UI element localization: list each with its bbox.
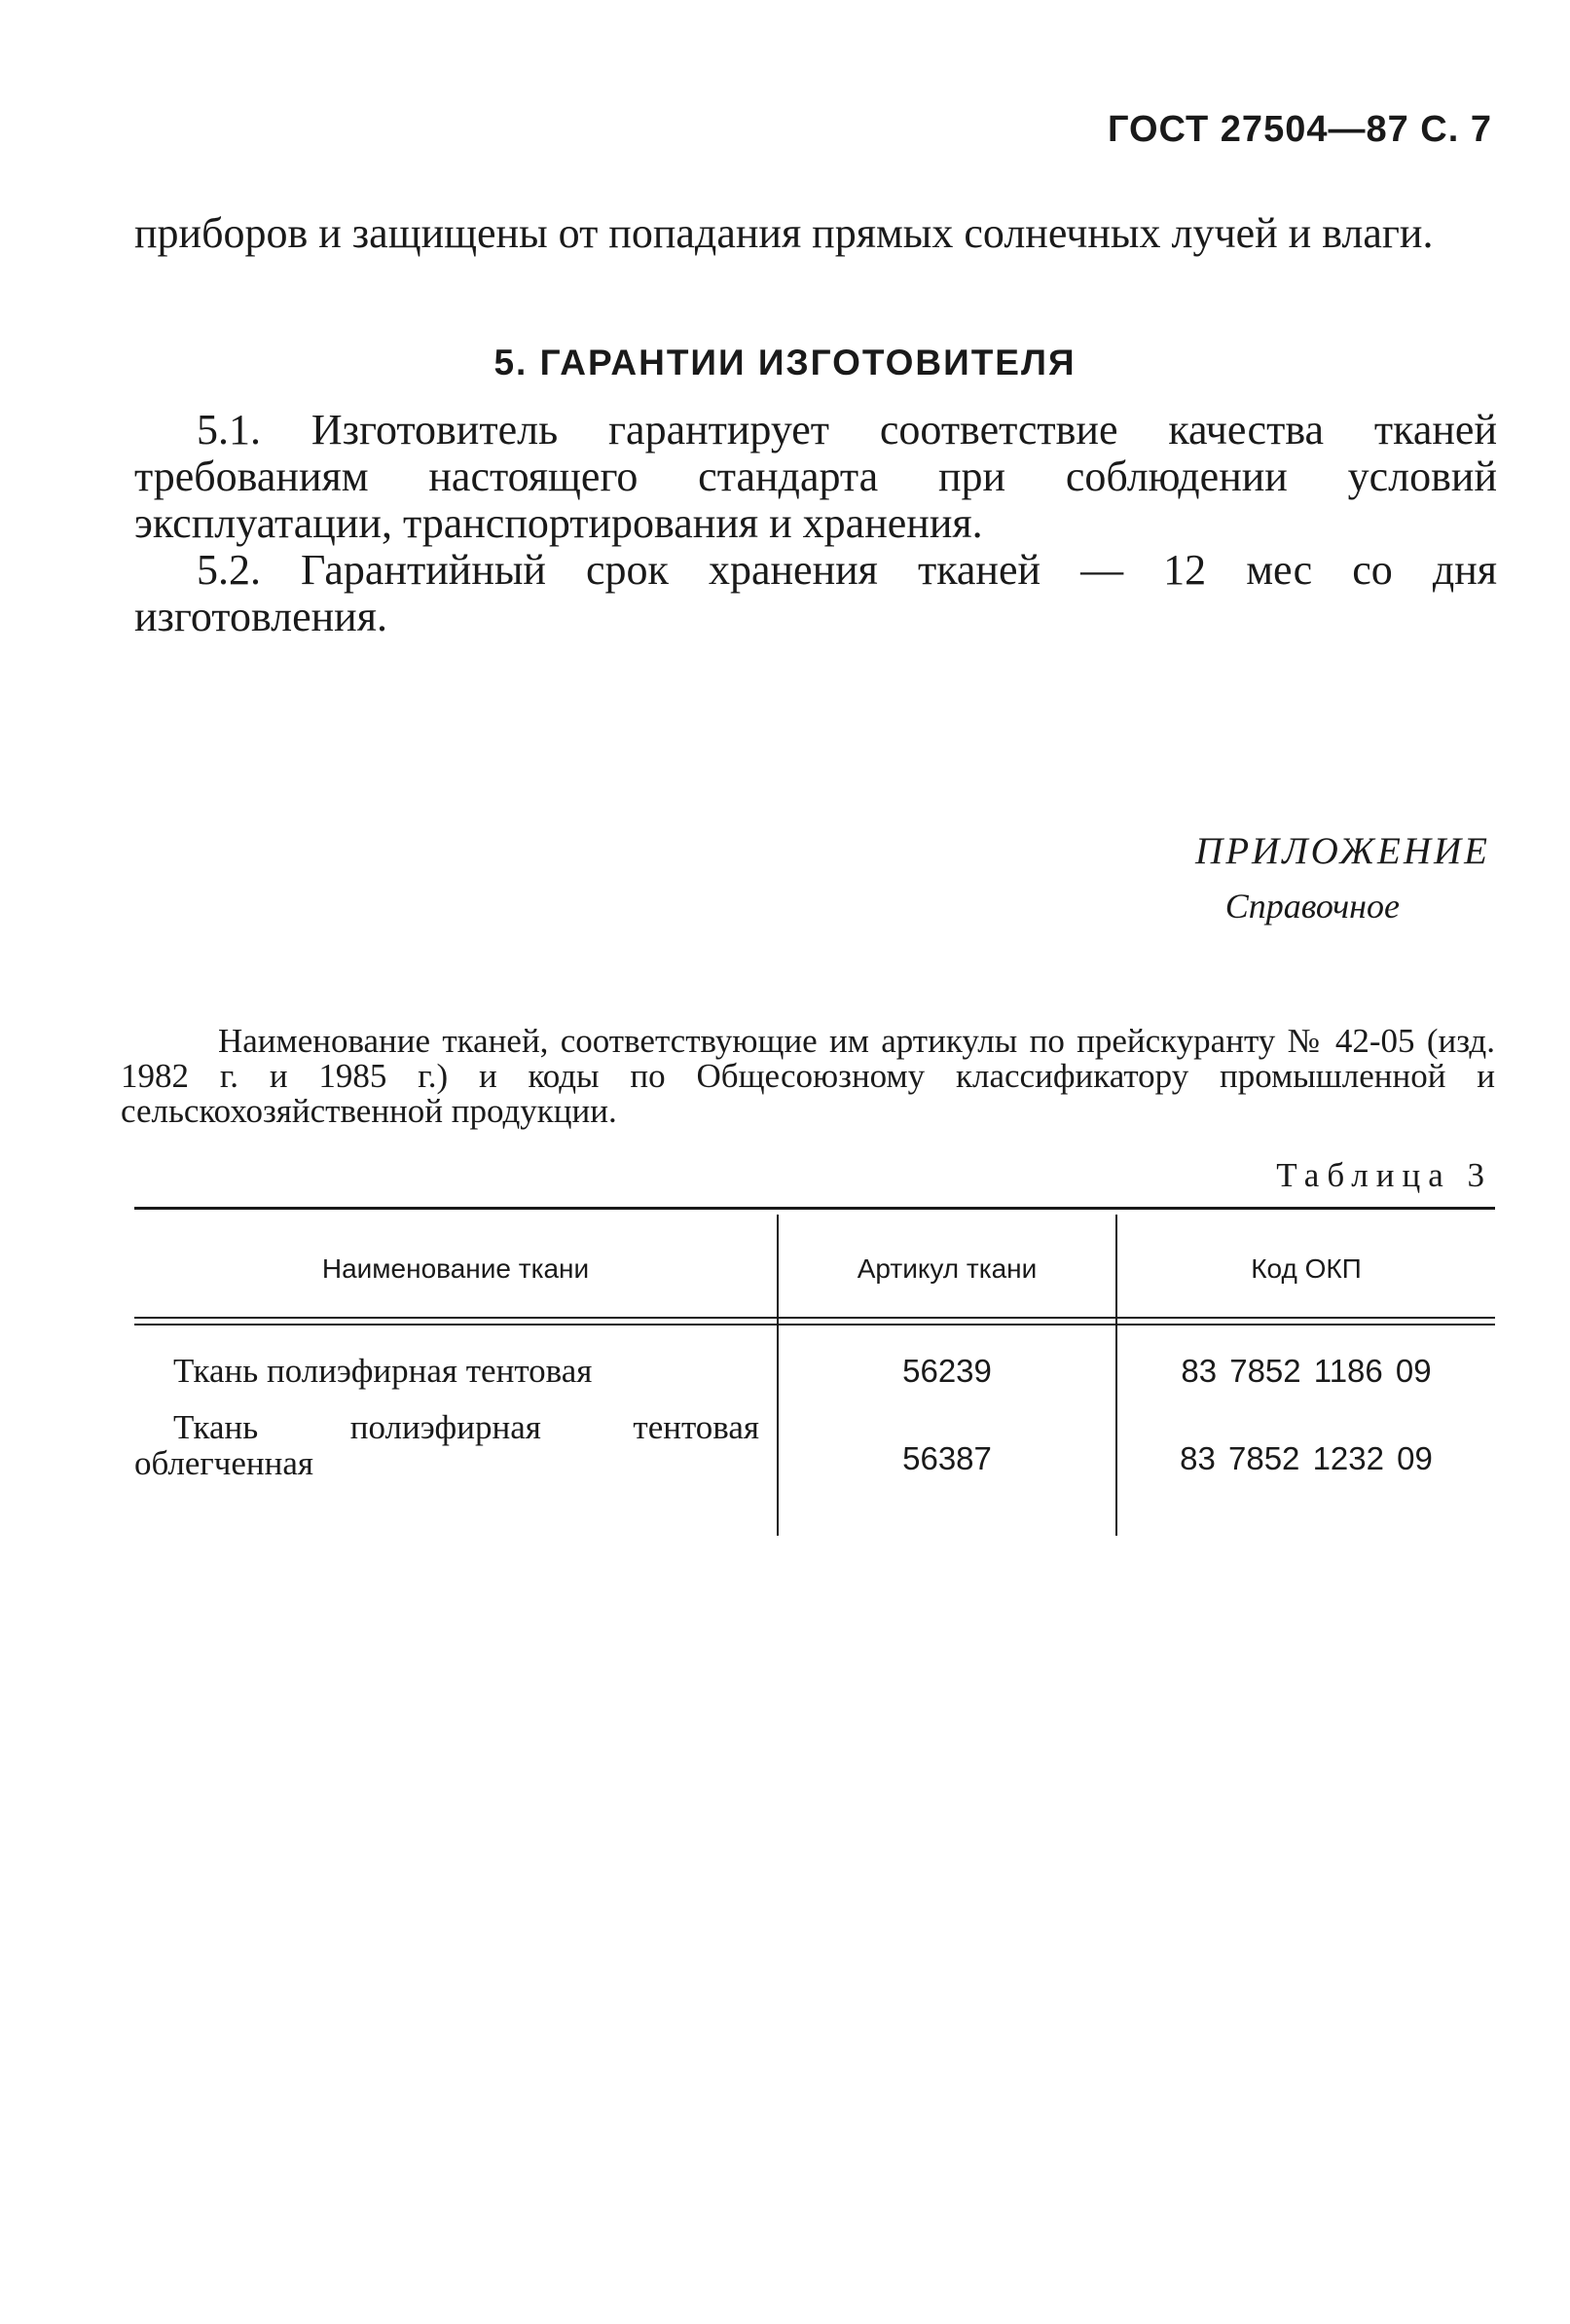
section-clauses: [134, 407, 1497, 640]
row-1-article: 56239: [902, 1353, 992, 1389]
row-1-code: 83 7852 1186 09: [1181, 1353, 1432, 1389]
running-head: ГОСТ 27504—87 С. 7: [1107, 109, 1492, 150]
header-rule-double: [134, 1324, 1495, 1325]
row-1-name: Ткань полиэфирная тентовая: [173, 1352, 593, 1390]
row-2-name: Ткань полиэфирная тентовая облегченная: [134, 1408, 759, 1482]
appendix-subtitle: Справочное: [1224, 887, 1400, 926]
appendix-title: ПРИЛОЖЕНИЕ: [1195, 830, 1490, 872]
header-name: Наименование ткани: [321, 1253, 590, 1284]
appendix-intro: Наименование тканей, соответствующие им артикулы по прейскуранту № 42-05 (изд. 1982 г. и 1985 г.) и коды по Общесоюзному классификатору промышленной и сельскохозяйственной продукции.: [121, 1022, 1495, 1130]
clause-5-1: 5.1. Изготовитель гарантирует соответствие качества тканей требованиям настоящего стандарта при соблюдении условий эксплуатации, транспортирования и хранения.: [134, 406, 1497, 547]
table-top-rule: [134, 1207, 1495, 1210]
section-heading: 5. ГАРАНТИИ ИЗГОТОВИТЕЛЯ: [493, 343, 1077, 382]
row-2-article: 56387: [902, 1440, 992, 1476]
fabric-table: [134, 1207, 1495, 1538]
header-rule: [134, 1317, 1495, 1319]
continuation-paragraph: приборов и защищены от попадания прямых солнечных лучей и влаги.: [134, 209, 1434, 257]
clause-5-2: 5.2. Гарантийный срок хранения тканей — 12 мес со дня изготовления.: [134, 546, 1497, 640]
header-article: Артикул ткани: [857, 1253, 1038, 1284]
table-caption: Таблица 3: [1276, 1156, 1492, 1194]
header-code: Код ОКП: [1251, 1253, 1362, 1284]
row-2-code: 83 7852 1232 09: [1180, 1440, 1433, 1476]
